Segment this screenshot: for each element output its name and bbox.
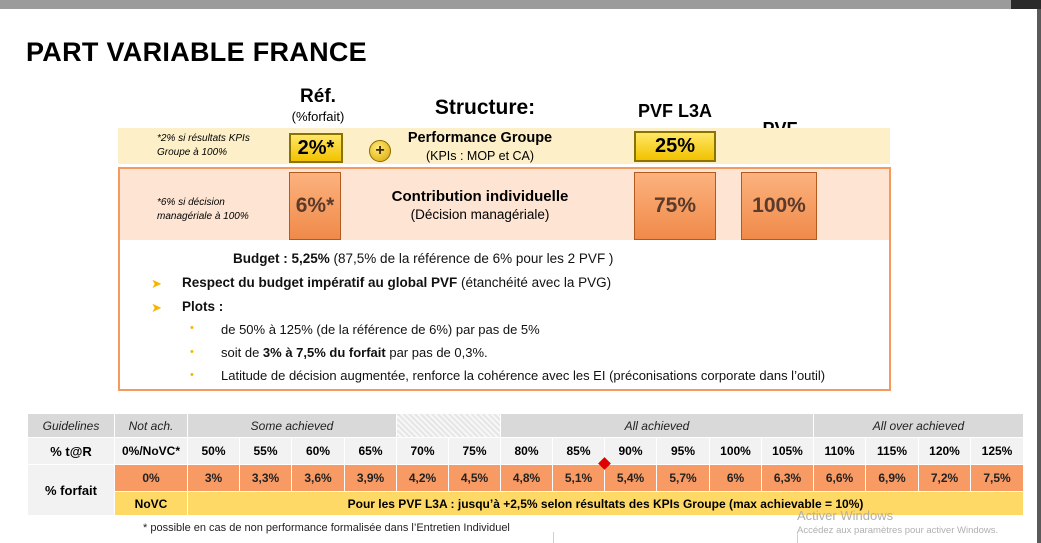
tar-cell: 125%: [971, 438, 1024, 465]
contrib-note-line2: managériale à 100%: [157, 211, 249, 222]
plots-sub3: Latitude de décision augmentée, renforce la cohérence avec les EI (préconisations corporate dans l’outil): [221, 368, 826, 383]
plots-sub1: de 50% à 125% (de la référence de 6%) par pas de 5%: [221, 322, 540, 337]
tar-cell: 65%: [345, 438, 397, 465]
forfait-cell: 0%: [115, 465, 188, 492]
perf-ref-box: 2%*: [289, 133, 343, 163]
tar-row: [28, 438, 1024, 465]
plots-sub2: [221, 345, 488, 360]
plots-label: Plots :: [182, 299, 224, 314]
tar-cell: 85%: [553, 438, 605, 465]
page-title: PART VARIABLE FRANCE: [26, 37, 367, 67]
perf-note: [157, 132, 250, 160]
tar-cell: 110%: [814, 438, 866, 465]
ref-header: Réf.: [300, 86, 336, 107]
forfait-cell: 7,5%: [971, 465, 1024, 492]
header-all-over-achieved: All over achieved: [814, 414, 1024, 438]
respect-rest: (étanchéité avec la PVG): [457, 275, 612, 290]
ref-header-sub: (%forfait): [291, 109, 345, 124]
top-bar-corner: [1011, 0, 1041, 9]
forfait-cell: 6%: [710, 465, 762, 492]
dot-bullet-icon: •: [190, 346, 194, 358]
arrow-bullet-icon: ➤: [151, 300, 162, 315]
tar-cell: 115%: [866, 438, 919, 465]
contrib-l3b-box: 100%: [741, 172, 817, 240]
tar-cell: 105%: [762, 438, 814, 465]
right-edge-bar: [1037, 9, 1041, 543]
forfait-cell: 5,4%: [605, 465, 657, 492]
contrib-ref-box: 6%*: [289, 172, 341, 240]
forfait-cell: 3,6%: [292, 465, 345, 492]
forfait-cell: 6,6%: [814, 465, 866, 492]
dot-bullet-icon: •: [190, 369, 194, 381]
contrib-note: [157, 196, 249, 224]
header-guidelines: Guidelines: [28, 414, 115, 438]
footnote: * possible en cas de non performance formalisée dans l’Entretien Individuel: [143, 522, 510, 534]
pvf-l3a-header: PVF L3A: [637, 101, 712, 121]
tar-cell: 75%: [449, 438, 501, 465]
budget-value: 5,25%: [291, 251, 330, 266]
watermark-line2: Accédez aux paramètres pour activer Windows.: [797, 525, 999, 536]
perf-sublabel: (KPIs : MOP et CA): [425, 149, 535, 163]
structure-header: Structure:: [434, 96, 536, 119]
arrow-bullet-icon: ➤: [151, 276, 162, 291]
plots-sub2-bold: 3% à 7,5% du forfait: [262, 345, 386, 360]
forfait-cell: 4,8%: [501, 465, 553, 492]
novc-cell: NoVC: [115, 492, 188, 516]
plots-sub2-post: par pas de 0,3%.: [385, 345, 488, 360]
forfait-cell: 6,9%: [866, 465, 919, 492]
perf-l3a-box: 25%: [634, 131, 716, 162]
tar-cell: 50%: [188, 438, 240, 465]
forfait-cell: 4,5%: [449, 465, 501, 492]
respect-line: [182, 275, 611, 290]
header-some-achieved: Some achieved: [188, 414, 397, 438]
forfait-cell: 4,2%: [397, 465, 449, 492]
contrib-note-line1: *6% si décision: [157, 197, 225, 208]
forfait-cell: 3,3%: [240, 465, 292, 492]
tar-cell: 80%: [501, 438, 553, 465]
header-hatched-cell: [397, 414, 501, 438]
perf-label: Performance Groupe: [407, 130, 553, 146]
watermark-line1: Activer Windows: [797, 508, 894, 523]
table-header-row: [28, 414, 1024, 438]
respect-bold: Respect du budget impératif au global PVF: [182, 275, 458, 290]
tar-cell: 0%/NoVC*: [115, 438, 188, 465]
plus-icon: +: [369, 140, 391, 162]
header-all-achieved: All achieved: [501, 414, 814, 438]
header-not-achieved: Not ach.: [115, 414, 188, 438]
forfait-row: [28, 465, 1024, 492]
tar-cell: 55%: [240, 438, 292, 465]
forfait-cell: 5,7%: [657, 465, 710, 492]
dot-bullet-icon: •: [190, 322, 194, 334]
divider: [553, 532, 554, 543]
plots-sub2-pre: soit de: [221, 345, 263, 360]
guidelines-table: [27, 413, 1024, 516]
tar-cell: 60%: [292, 438, 345, 465]
contrib-label: Contribution individuelle: [391, 188, 569, 205]
budget-line: [233, 251, 613, 266]
tar-cell: 95%: [657, 438, 710, 465]
tar-cell: 100%: [710, 438, 762, 465]
contrib-sublabel: (Décision managériale): [410, 207, 550, 222]
tar-cell: 70%: [397, 438, 449, 465]
tar-cell: 90%: [605, 438, 657, 465]
forfait-cell: 7,2%: [919, 465, 971, 492]
budget-detail: (87,5% de la référence de 6% pour les 2 PVF ): [329, 251, 614, 266]
budget-sep: :: [279, 251, 292, 266]
l3a-note-cell: Pour les PVF L3A : jusqu’à +2,5% selon résultats des KPIs Groupe (max achievable = 10%): [188, 492, 1024, 516]
tar-label: % t@R: [28, 438, 115, 465]
windows-activation-watermark: [797, 508, 998, 538]
budget-label: Budget: [233, 251, 280, 266]
perf-note-line1: *2% si résultats KPIs: [157, 133, 250, 144]
forfait-cell: 5,1%: [553, 465, 605, 492]
forfait-cell: 6,3%: [762, 465, 814, 492]
tar-cell: 120%: [919, 438, 971, 465]
contrib-l3a-box: 75%: [634, 172, 716, 240]
forfait-label: % forfait: [28, 465, 115, 516]
top-bar: [0, 0, 1041, 9]
forfait-cell: 3%: [188, 465, 240, 492]
perf-note-line2: Groupe à 100%: [157, 147, 228, 158]
forfait-cell: 3,9%: [345, 465, 397, 492]
